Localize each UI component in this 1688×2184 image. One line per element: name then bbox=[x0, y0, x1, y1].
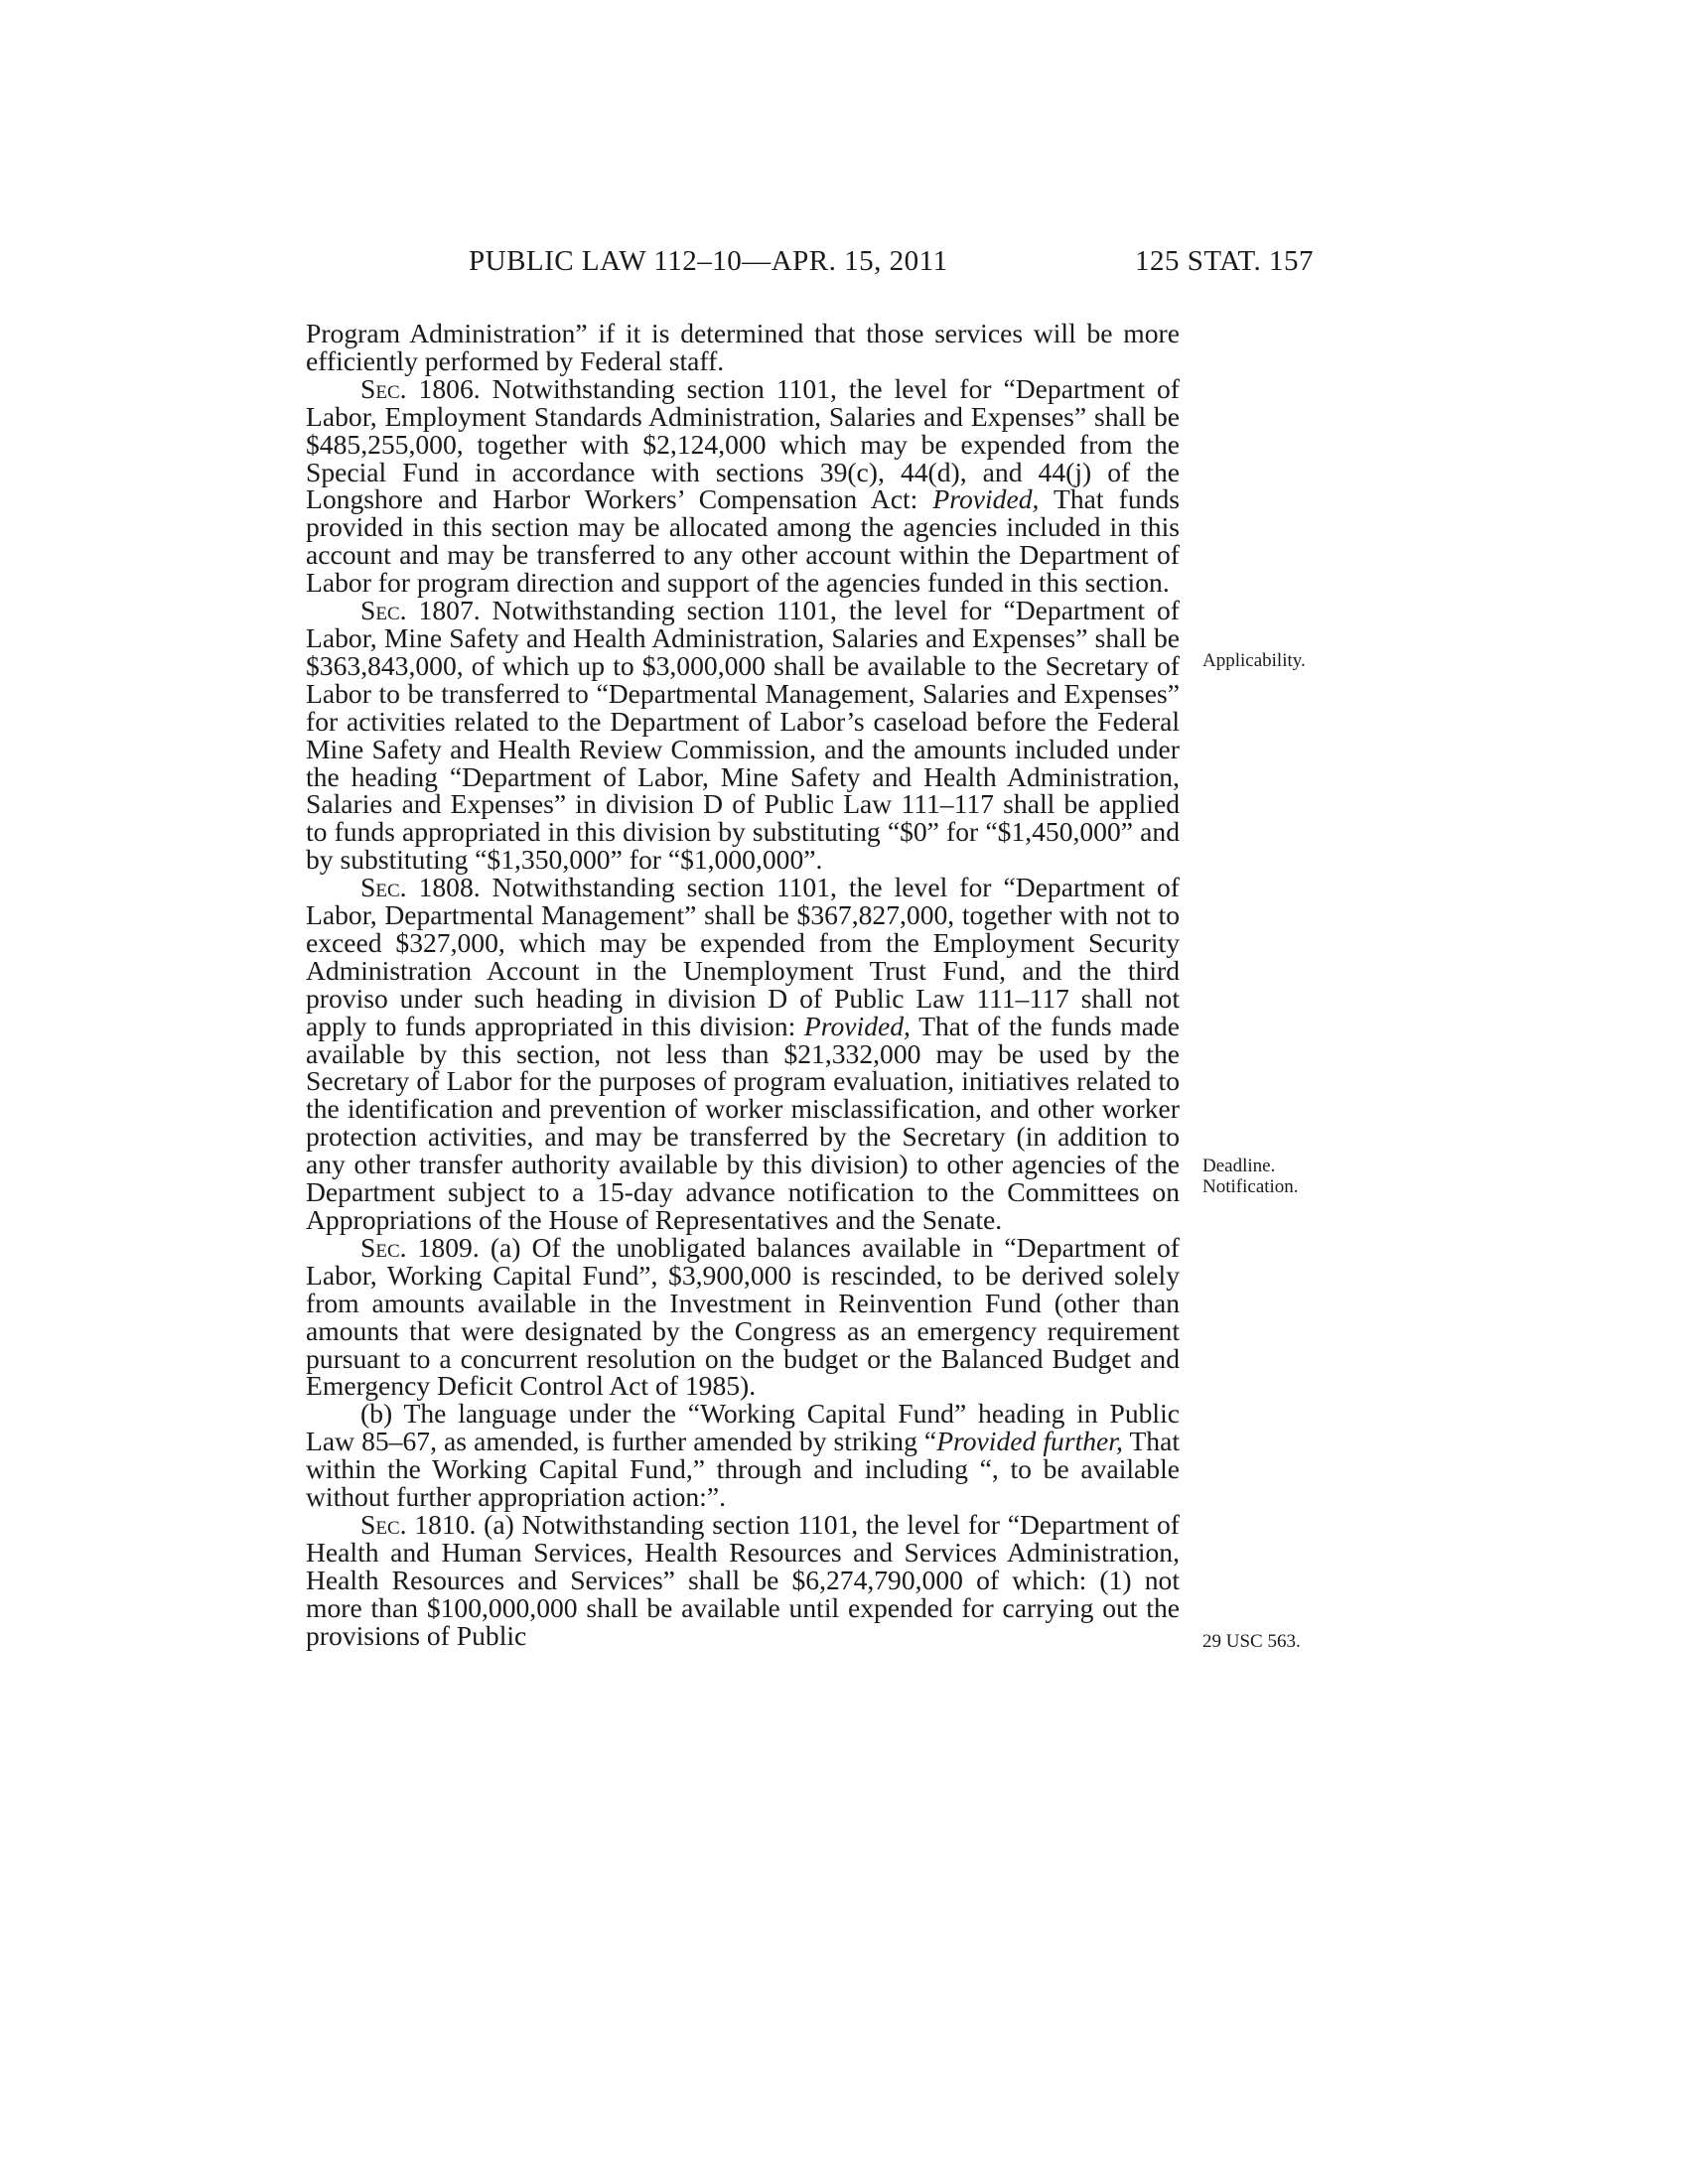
margin-note-applicability: Applicability. bbox=[1202, 650, 1306, 671]
section-1809-a: Sec. 1809. (a) Of the unobligated balances available in “Department of Labor, Working Capital Fund”, $3,900,000 is rescinded, to be derived solely from amounts available in the Investment in Reinvention Fund (other than amounts that were designated by the Congress as an emergency requirement pursuant to a concurrent resolution on the budget or the Balanced Budget and Emergency Deficit Control Act of 1985). bbox=[306, 1231, 1180, 1402]
body-text bbox=[306, 320, 1180, 1650]
section-1809-b: (b) The language under the “Working Capital Fund” heading in Public Law 85–67, as amended, is further amended by striking “Provided further, That within the Working Capital Fund,” through and including “, to be available without further appropriation action:”. bbox=[306, 1398, 1181, 1513]
page-header bbox=[0, 245, 1688, 285]
section-number: Sec. 1806. bbox=[360, 372, 481, 404]
section-number: Sec. 1807. bbox=[360, 595, 481, 626]
running-title: PUBLIC LAW 112–10—APR. 15, 2011 bbox=[469, 245, 948, 277]
section-1808: Sec. 1808. Notwithstanding section 1101, the level for “Department of Labor, Departmental Management” shall be $367,827,000, together with not to exceed $327,000, which may be expended from the Employment Security Administration Account in the Unemployment Trust Fund, and the third proviso under such heading in division D of Public Law 111–117 shall not apply to funds appropriated in this division: Provided, That of the funds made available by this section, not less than $21,332,000 may be used by the Secretary of Labor for the purposes of program evaluation, initiatives related to the identification and prevention of worker misclassification, and other worker protection activities, and may be transferred by the Secretary (in addition to any other transfer authority available by this division) to other agencies of the Department subject to a 15-day advance notification to the Committees on Appropriations of the House of Representatives and the Senate. bbox=[306, 872, 1180, 1235]
section-1806: Sec. 1806. Notwithstanding section 1101, the level for “Department of Labor, Employment Standards Administration, Salaries and Expenses” shall be $485,255,000, together with $2,124,000 which may be expended from the Special Fund in accordance with sections 39(c), 44(d), and 44(j) of the Longshore and Harbor Workers’ Compensation Act: Provided, That funds provided in this section may be allocated among the agencies included in this account and may be transferred to any other account within the Department of Labor for program direction and support of the agencies funded in this section. bbox=[306, 372, 1180, 599]
section-number: Sec. 1810. bbox=[360, 1508, 477, 1540]
section-1810: Sec. 1810. (a) Notwithstanding section 1101, the level for “Department of Health and Human Services, Health Resources and Services Administration, Health Resources and Services” shall be $6,274,790,000 of which: (1) not more than $100,000,000 shall be available until expended for carrying out the provisions of Public bbox=[306, 1508, 1180, 1651]
margin-note-deadline: Deadline. bbox=[1202, 1156, 1276, 1176]
section-number: Sec. 1809. bbox=[360, 1231, 480, 1263]
paragraph-continuation: Program Administration” if it is determined that those services will be more efficiently performed by Federal staff. bbox=[306, 318, 1180, 376]
margin-note-notification: Notification. bbox=[1202, 1176, 1299, 1197]
statute-page-number: 125 STAT. 157 bbox=[1135, 245, 1315, 277]
margin-note-usc-citation: 29 USC 563. bbox=[1202, 1631, 1301, 1652]
section-1807: Sec. 1807. Notwithstanding section 1101, the level for “Department of Labor, Mine Safety and Health Administration, Salaries and Expenses” shall be $363,843,000, of which up to $3,000,000 shall be available to the Secretary of Labor to be transferred to “Departmental Management, Salaries and Expenses” for activities related to the Department of Labor’s caseload before the Federal Mine Safety and Health Review Commission, and the amounts included under the heading “Department of Labor, Mine Safety and Health Administration, Salaries and Expenses” in division D of Public Law 111–117 shall be applied to funds appropriated in this division by substituting “$0” for “$1,450,000” and by substituting “$1,350,000” for “$1,000,000”. bbox=[306, 595, 1180, 876]
section-number: Sec. 1808. bbox=[360, 872, 481, 903]
